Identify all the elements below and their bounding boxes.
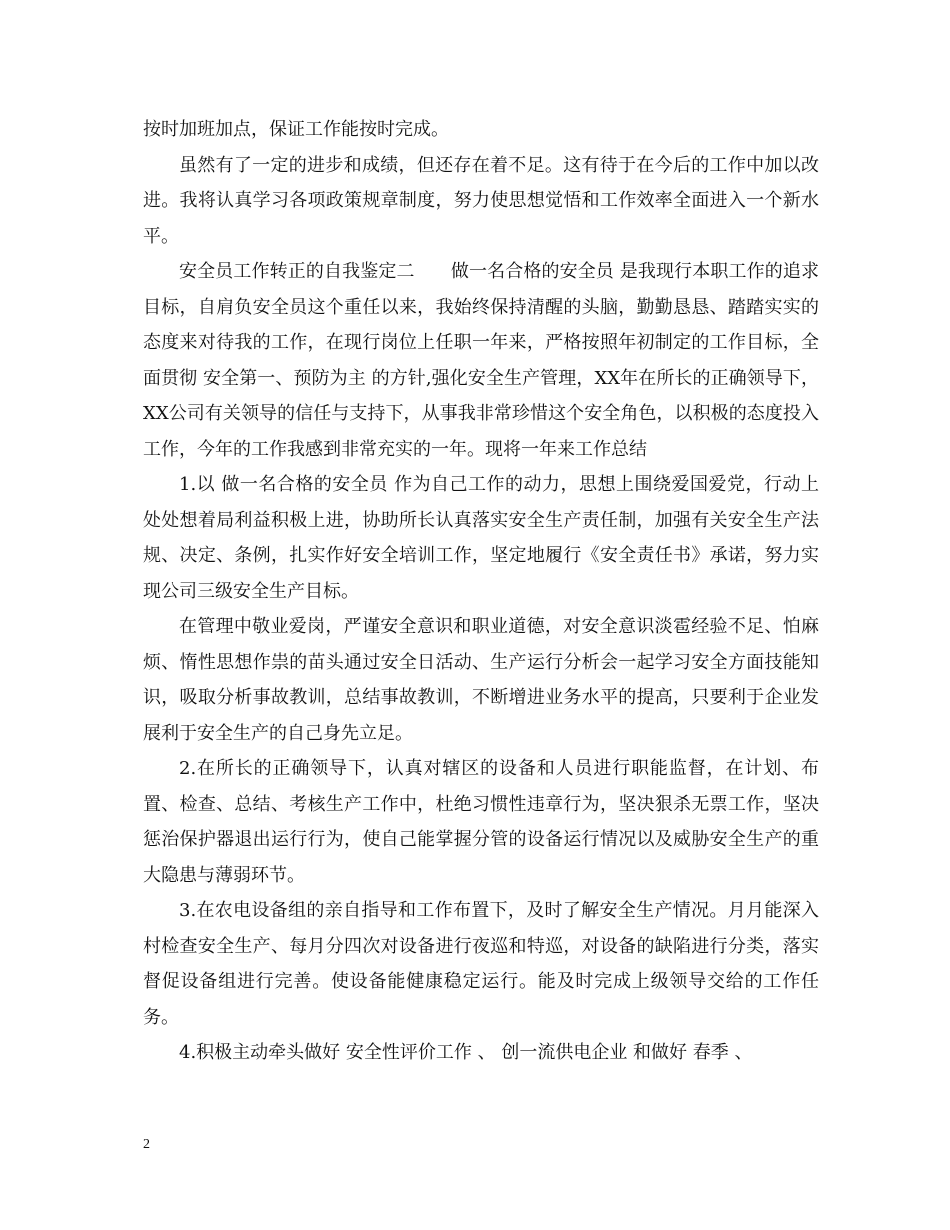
page-number: 2	[143, 1137, 150, 1152]
paragraph: 按时加班加点，保证工作能按时完成。	[143, 119, 449, 140]
paragraph: 4.积极主动牵头做好 安全性评价工作 、 创一流供电企业 和做好 春季 、	[179, 1042, 753, 1063]
paragraph: 安全员工作转正的自我鉴定二 做一名合格的安全员 是我现行本职工作的追求目标，自肩负安全员这个重任以来，我始终保持清醒的头脑，勤勤恳恳、踏踏实实的态度来对待我的工作，在现行岗位上任职一年来，严格按照年初制定的工作目标，全面贯彻 安全第一、预防为主 的方针,强化安全生产管理，XX年在所长的正确领导下，XX公司有关领导的信任与支持下，从事我非常珍惜这个安全角色，以积极的态度投入工作，今年的工作我感到非常充实的一年。现将一年来工作总结	[143, 261, 819, 460]
paragraph: 3.在农电设备组的亲自指导和工作布置下，及时了解安全生产情况。月月能深入村检查安全生产、每月分四次对设备进行夜巡和特巡，对设备的缺陷进行分类，落实督促设备组进行完善。使设备能健康稳定运行。能及时完成上级领导交给的工作任务。	[143, 900, 819, 1028]
paragraph: 2.在所长的正确领导下，认真对辖区的设备和人员进行职能监督，在计划、布置、检查、总结、考核生产工作中，杜绝习惯性违章行为，坚决狠杀无票工作，坚决惩治保护器退出运行行为，使自己能掌握分管的设备运行情况以及威胁安全生产的重大隐患与薄弱环节。	[143, 758, 819, 886]
paragraph: 虽然有了一定的进步和成绩，但还存在着不足。这有待于在今后的工作中加以改进。我将认真学习各项政策规章制度，努力使思想觉悟和工作效率全面进入一个新水平。	[143, 154, 819, 247]
paragraph: 1.以 做一名合格的安全员 作为自己工作的动力，思想上围绕爱国爱党，行动上处处想着局利益积极上进，协助所长认真落实安全生产责任制，加强有关安全生产法规、决定、条例，扎实作好安全培训工作，坚定地履行《安全责任书》承诺，努力实现公司三级安全生产目标。	[143, 474, 819, 602]
document-body	[143, 112, 819, 1071]
paragraph: 在管理中敬业爱岗，严谨安全意识和职业道德，对安全意识淡雹经验不足、怕麻烦、惰性思想作祟的苗头通过安全日活动、生产运行分析会一起学习安全方面技能知识，吸取分析事故教训，总结事故教训，不断增进业务水平的提高，只要利于企业发展利于安全生产的自己身先立足。	[143, 616, 819, 744]
